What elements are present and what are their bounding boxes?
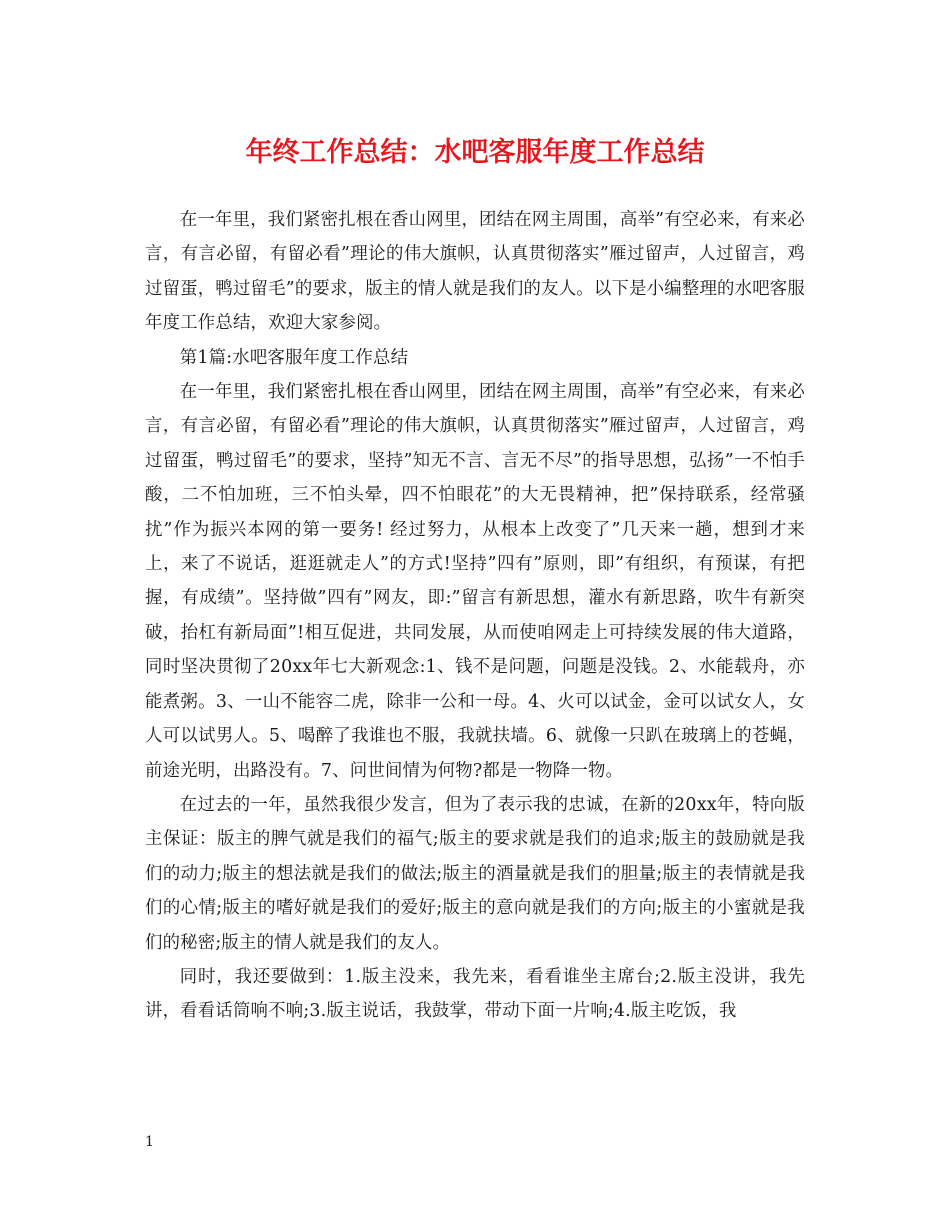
document-body [145, 203, 805, 1029]
paragraph-pledge: 在过去的一年，虽然我很少发言，但为了表示我的忠诚，在新的20xx年，特向版主保证：版主的脾气就是我们的福气;版主的要求就是我们的追求;版主的鼓励就是我们的动力;版主的想法就是我们的做法;版主的酒量就是我们的胆量;版主的表情就是我们的心情;版主的嗜好就是我们的爱好;版主的意向就是我们的方向;版主的小蜜就是我们的秘密;版主的情人就是我们的友人。 [145, 794, 805, 953]
paragraph-commitments: 同时，我还要做到：1.版主没来，我先来，看看谁坐主席台;2.版主没讲，我先讲，看看话筒响不响;3.版主说话，我鼓掌，带动下面一片响;4.版主吃饭，我 [145, 966, 805, 1022]
document-title: 年终工作总结：水吧客服年度工作总结 [245, 137, 705, 168]
page-number: 1 [145, 1134, 154, 1150]
paragraph-main: 在一年里，我们紧密扎根在香山网里，团结在网主周围，高举”有空必来，有来必言，有言必留，有留必看”理论的伟大旗帜，认真贯彻落实”雁过留声，人过留言，鸡过留蛋，鸭过留毛”的要求，坚持”知无不言、言无不尽”的指导思想，弘扬”一不怕手酸，二不怕加班，三不怕头晕，四不怕眼花”的大无畏精神，把”保持联系，经常骚扰”作为振兴本网的第一要务! 经过努力，从根本上改变了”几天来一趟，想到才来上，来了不说话，逛逛就走人”的方式!坚持”四有”原则，即”有组织，有预谋，有把握，有成绩”。坚持做”四有”网友，即:”留言有新思想，灌水有新思路，吹牛有新突破，抬杠有新局面”!相互促进，共同发展，从而使咱网走上可持续发展的伟大道路，同时坚决贯彻了20xx年七大新观念:1、钱不是问题，问题是没钱。2、水能载舟，亦能煮粥。3、一山不能容二虎，除非一公和一母。4、火可以试金，金可以试女人，女人可以试男人。5、喝醉了我谁也不服，我就扶墙。6、就像一只趴在玻璃上的苍蝇，前途光明，出路没有。7、问世间情为何物?都是一物降一物。 [145, 382, 805, 781]
section-heading: 第1篇:水吧客服年度工作总结 [179, 347, 409, 368]
paragraph-intro: 在一年里，我们紧密扎根在香山网里，团结在网主周围，高举”有空必来，有来必言，有言必留，有留必看”理论的伟大旗帜，认真贯彻落实”雁过留声，人过留言，鸡过留蛋，鸭过留毛”的要求，版主的情人就是我们的友人。以下是小编整理的水吧客服年度工作总结，欢迎大家参阅。 [145, 210, 805, 334]
